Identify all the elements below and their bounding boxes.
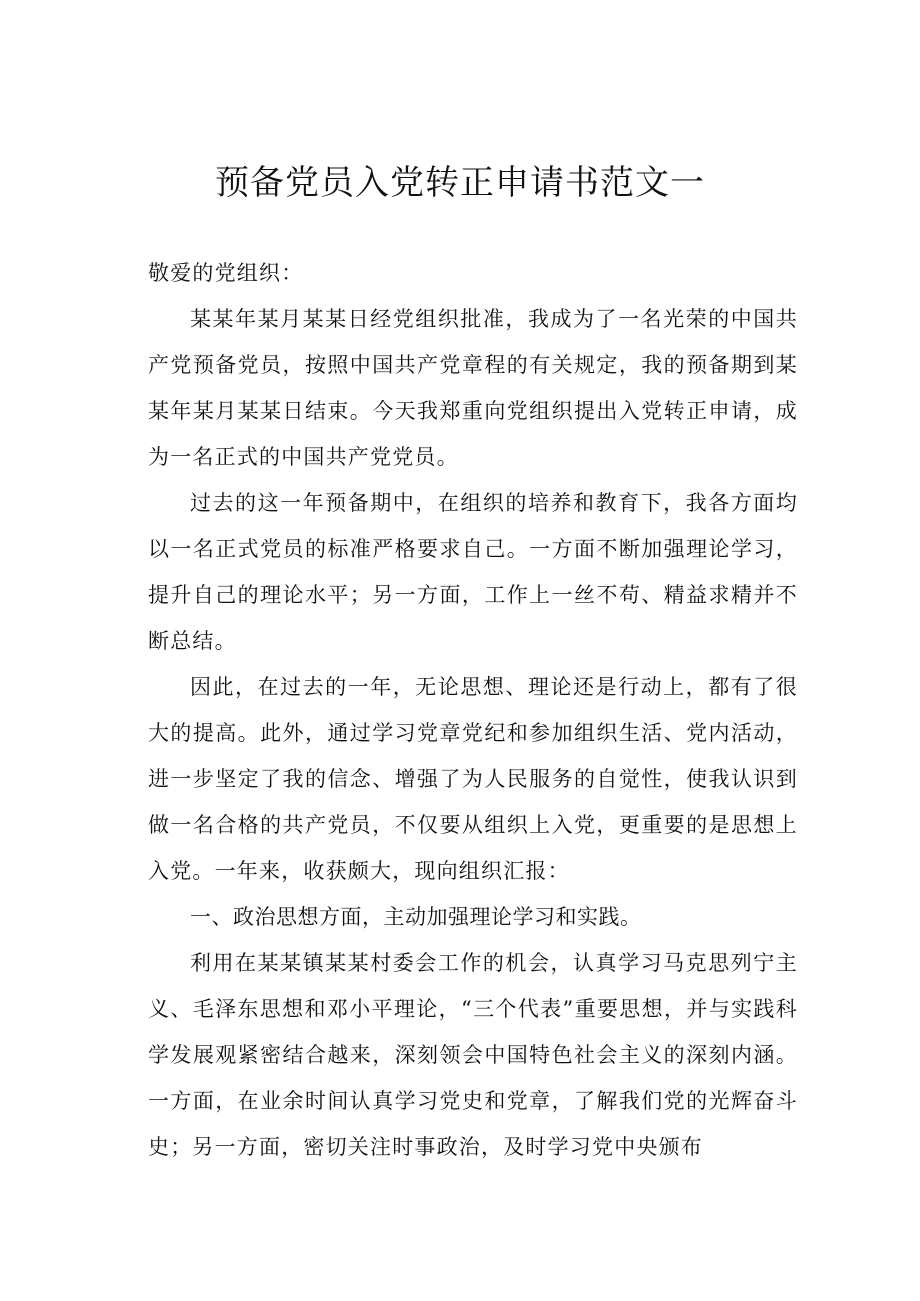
document-title: 预备党员入党转正申请书范文一: [215, 163, 705, 203]
paragraph-approval: 某某年某月某某日经党组织批准，我成为了一名光荣的中国共产党预备党员，按照中国共产党章程的有关规定，我的预备期到某某年某月某某日结束。今天我郑重向党组织提出入党转正申请，成为一名正式的中国共产党党员。: [148, 307, 798, 469]
paragraph-theory-study: 利用在某某镇某某村委会工作的机会，认真学习马克思列宁主义、毛泽东思想和邓小平理论，“三个代表”重要思想，并与实践科学发展观紧密结合越来，深刻领会中国特色社会主义的深刻内涵。一方面，在业余时间认真学习党史和党章，了解我们党的光辉奋斗史；另一方面，密切关注时事政治，及时学习党中央颁布: [148, 951, 798, 1159]
paragraph-probation-year: 过去的这一年预备期中，在组织的培养和教育下，我各方面均以一名正式党员的标准严格要求自己。一方面不断加强理论学习，提升自己的理论水平；另一方面，工作上一丝不苟、精益求精并不断总结。: [148, 491, 798, 653]
salutation: 敬爱的党组织：: [148, 261, 304, 285]
section-heading-political-thought: 一、政治思想方面，主动加强理论学习和实践。: [190, 905, 642, 929]
paragraph-improvement: 因此，在过去的一年，无论思想、理论还是行动上，都有了很大的提高。此外，通过学习党章党纪和参加组织生活、党内活动，进一步坚定了我的信念、增强了为人民服务的自觉性，使我认识到做一名合格的共产党员，不仅要从组织上入党，更重要的是思想上入党。一年来，收获颇大，现向组织汇报：: [148, 675, 798, 883]
document-body: [148, 250, 798, 1170]
